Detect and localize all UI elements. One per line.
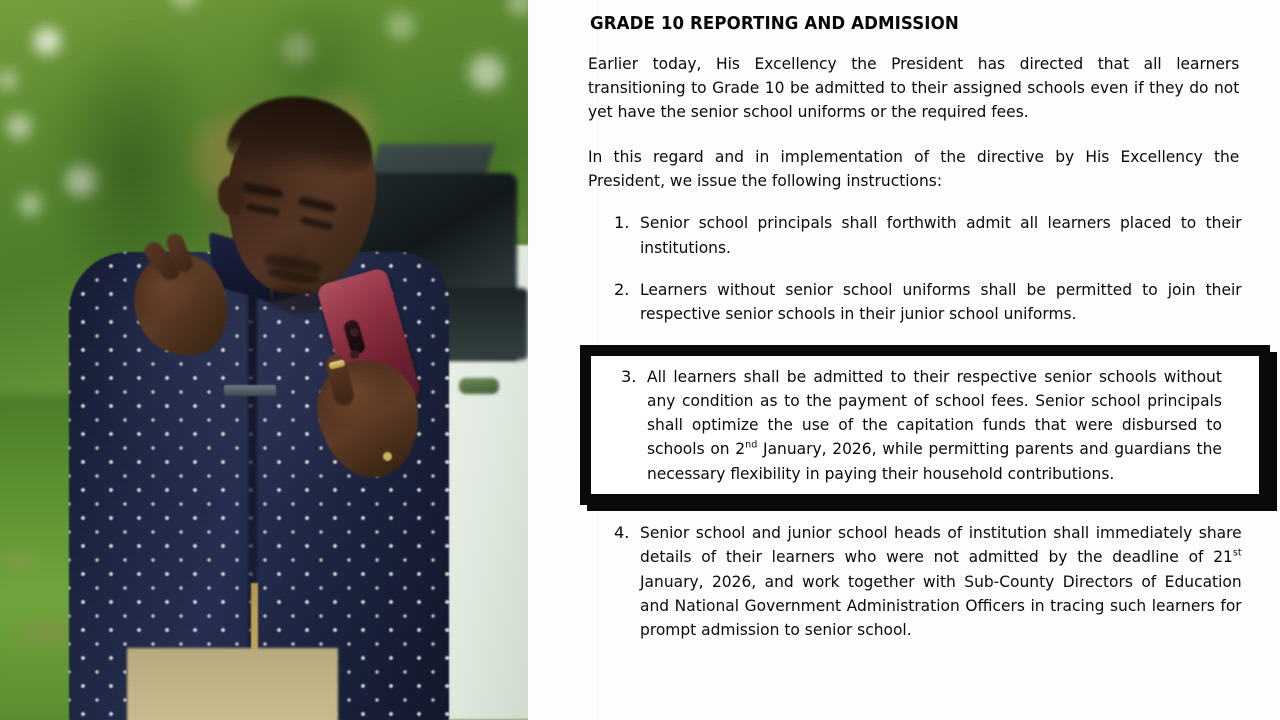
list-item-text-part-2: January, 2026, and work together with Sub-County Directors of Education and National Government Administration Officers in tracing such learners for prompt admission to senior school. — [640, 571, 1242, 640]
cuff-button-icon — [383, 452, 392, 461]
phone-lens-icon — [350, 328, 359, 337]
ordinal-suffix: st — [1232, 547, 1242, 559]
highlighted-instruction-box — [580, 345, 1270, 505]
list-item-number: 3. — [621, 366, 637, 386]
list-item-text: Learners without senior school uniforms shall be permitted to join their respective senior schools in their junior school uniforms. — [640, 279, 1242, 324]
list-item — [586, 521, 1270, 642]
list-item-text — [647, 365, 1222, 486]
phone-lens-icon — [350, 350, 359, 359]
document-title: GRADE 10 REPORTING AND ADMISSION — [590, 14, 959, 34]
name-badge-icon — [224, 385, 276, 396]
list-item-text-part-1: Senior school and junior school heads of institution shall immediately share details of their learners who were not admitted by the deadline of 21 — [640, 523, 1242, 567]
list-item-text: Senior school principals shall forthwith admit all learners placed to their institutions. — [640, 213, 1242, 257]
person-figure — [0, 0, 528, 720]
list-item-number: 1. — [614, 213, 630, 233]
list-item-number: 2. — [614, 279, 630, 299]
ordinal-suffix: nd — [745, 440, 758, 452]
box-border — [580, 345, 1270, 505]
list-item-number: 4. — [614, 523, 630, 543]
document-page — [528, 0, 1280, 720]
ear-icon — [218, 176, 244, 216]
list-item-text-part-2: January, 2026, while permitting parents and guardians the necessary flexibility in paying their household contributions. — [647, 439, 1222, 483]
news-photo — [0, 0, 528, 720]
list-item — [586, 278, 1270, 327]
list-item — [586, 211, 1270, 260]
list-item-text-part-1: All learners shall be admitted to their respective senior schools without any condition as to the payment of school fees. Senior school principals shall optimize the use of the capitation funds that were disbursed to schools on 2 — [647, 366, 1222, 459]
list-item — [599, 365, 1249, 486]
intro-paragraph-2: In this regard and in implementation of the directive by His Excellency the President, we issue the following instructions: — [588, 146, 1240, 191]
document-body — [586, 8, 1270, 643]
intro-paragraph-1: Earlier today, His Excellency the President has directed that all learners transitioning to Grade 10 be admitted to their assigned schools even if they do not yet have the senior school uniforms or the required fees. — [588, 53, 1240, 122]
instructions-list — [586, 211, 1270, 642]
list-item-text — [640, 521, 1242, 642]
trousers-icon — [127, 648, 338, 720]
